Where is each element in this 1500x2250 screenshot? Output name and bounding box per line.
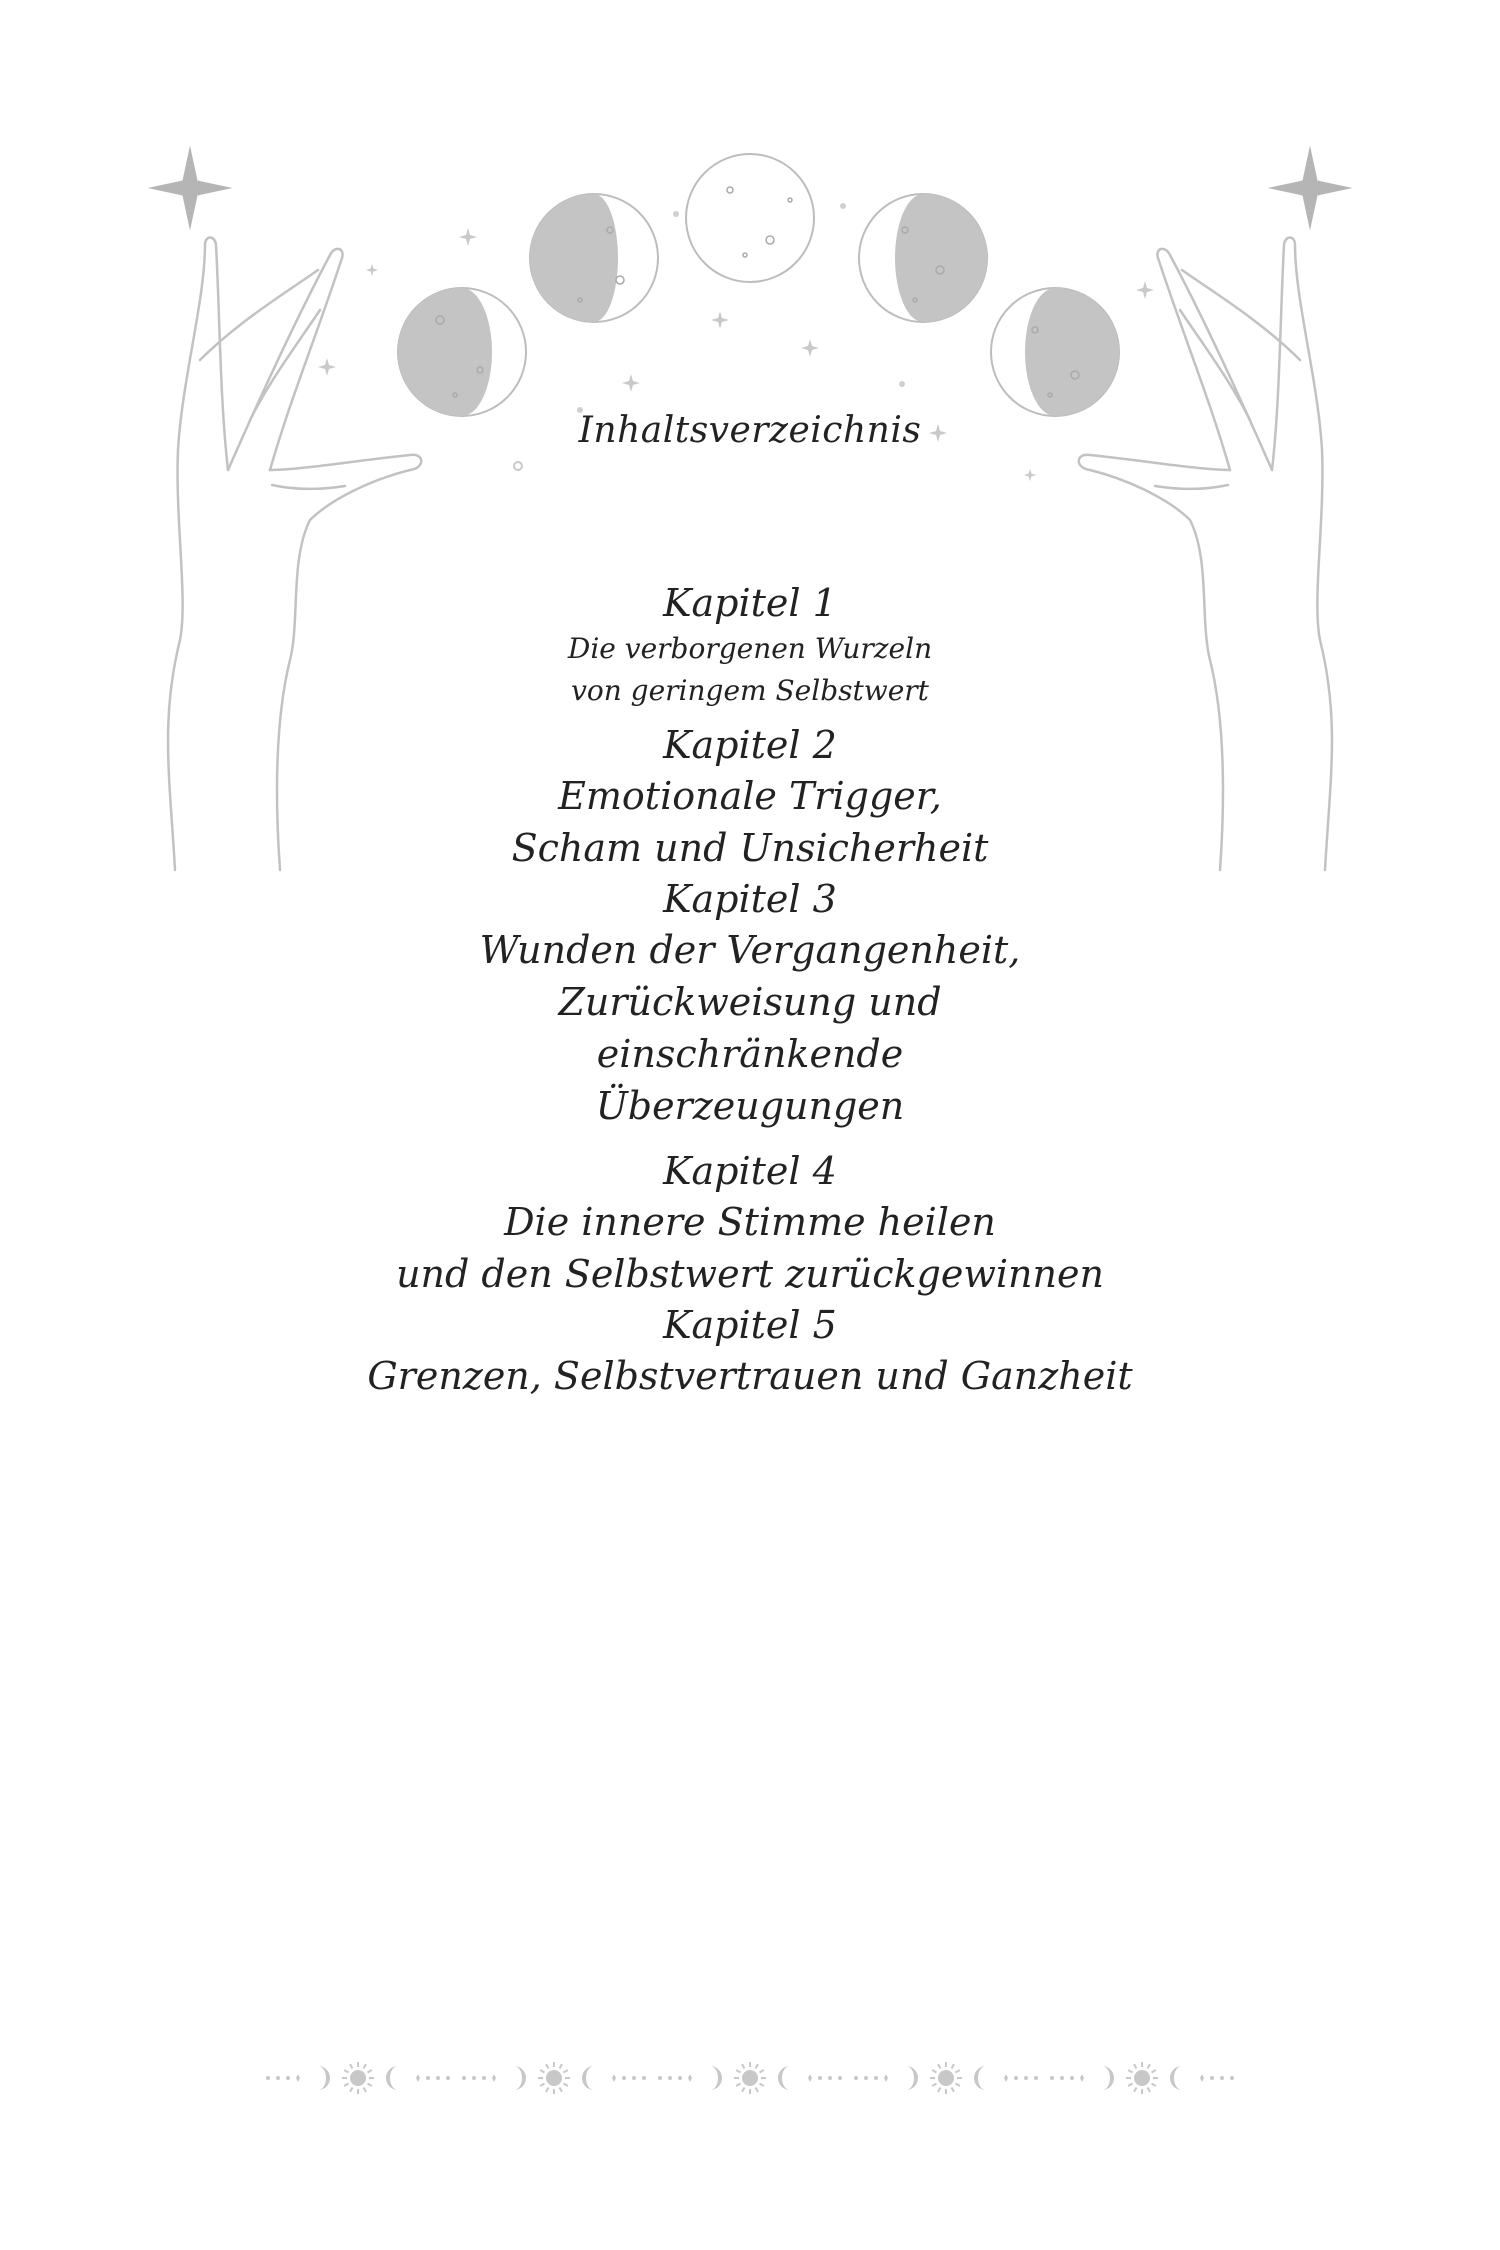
sparkle-icon-left bbox=[148, 146, 233, 231]
sparkle-icon-right bbox=[1268, 146, 1353, 231]
toc-entry-chapter-1[interactable] bbox=[0, 578, 1500, 712]
chapter-title: Grenzen, Selbstvertrauen und Ganzheit bbox=[367, 1354, 1133, 1398]
chapter-label: Kapitel 5 bbox=[663, 1303, 837, 1347]
footer-ornament-icon bbox=[260, 2048, 1240, 2108]
chapter-title: Die innere Stimme heilen und den Selbstwert zurückgewinnen bbox=[396, 1200, 1104, 1296]
page-title: Inhaltsverzeichnis bbox=[578, 410, 922, 451]
chapter-title: Emotionale Trigger, Scham und Unsicherheit bbox=[511, 774, 989, 870]
table-of-contents bbox=[0, 578, 1500, 1402]
chapter-label: Kapitel 4 bbox=[663, 1149, 837, 1193]
toc-entry-chapter-3[interactable] bbox=[0, 874, 1500, 1132]
toc-entry-chapter-2[interactable] bbox=[0, 720, 1500, 874]
moon-sun-motif-icon bbox=[266, 2062, 450, 2094]
moon-sun-motif-icon bbox=[658, 2062, 842, 2094]
moon-sun-motif-icon bbox=[1050, 2062, 1234, 2094]
moon-sun-motif-icon bbox=[854, 2062, 1038, 2094]
chapter-title: Wunden der Vergangenheit, Zurückweisung und einschränkende Überzeugungen bbox=[479, 928, 1021, 1128]
chapter-label: Kapitel 1 bbox=[663, 581, 837, 625]
toc-entry-chapter-4[interactable] bbox=[0, 1146, 1500, 1300]
toc-entry-chapter-5[interactable] bbox=[0, 1300, 1500, 1402]
chapter-label: Kapitel 2 bbox=[663, 723, 837, 767]
chapter-label: Kapitel 3 bbox=[663, 877, 837, 921]
chapter-title: Die verborgenen Wurzeln von geringem Selbstwert bbox=[567, 632, 933, 707]
moon-sun-motif-icon bbox=[462, 2062, 646, 2094]
moon-phases-icon bbox=[398, 154, 1119, 416]
